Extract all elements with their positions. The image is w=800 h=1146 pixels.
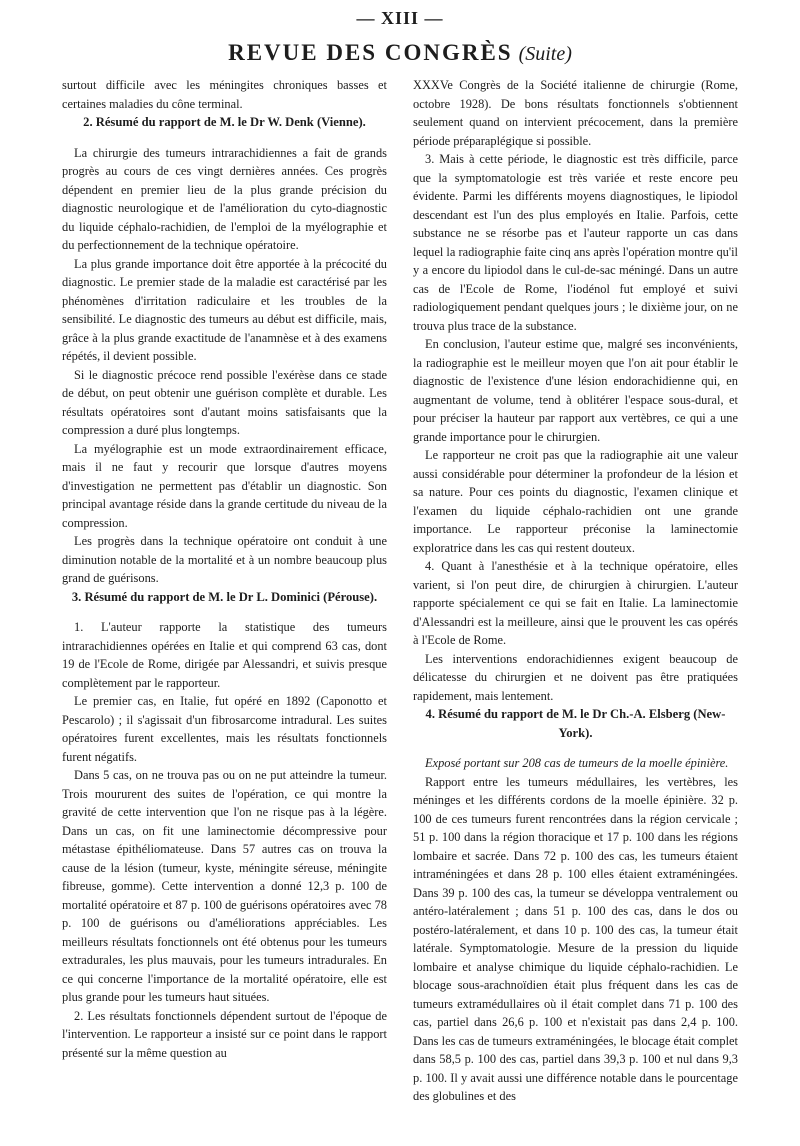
section-heading-elsberg: 4. Résumé du rapport de M. le Dr Ch.-A. Elsberg (New-York). [425,707,726,740]
running-title [0,40,800,66]
title-suffix: (Suite) [518,43,572,65]
right-column [413,76,738,1106]
paragraph: 1. L'auteur rapporte la statistique des tumeurs intrarachidiennes opérées en Italie et qui comprend 63 cas, dont 19 de l'Ecole de Rome, dirigée par Alessandri, et suivis presque complètement par le rapporteur. [62,620,387,690]
paragraph: 2. Les résultats fonctionnels dépendent surtout de l'époque de l'intervention. Le rapporteur a insisté sur ce point dans le rapport présenté sur la même question au [62,1008,387,1060]
paragraph: Les interventions endorachidiennes exigent beaucoup de délicatesse du chirurgien et ne doivent pas être pratiquées rapidement, mais lentement. [413,651,738,703]
section-heading-denk: 2. Résumé du rapport de M. le Dr W. Denk (Vienne). [83,115,366,129]
paragraph: La myélographie est un mode extraordinairement efficace, mais il ne faut y recourir que lorsque d'autres moyens d'investigation ne permettent pas d'établir un diagnostic. Son principal avantage réside dans la grande certitude du niveau de la compression. [62,441,387,530]
left-column [62,76,387,1062]
paragraph: 4. Quant à l'anesthésie et à la technique opératoire, elles varient, si l'on peut dire, de chirurgien à chirurgien. L'auteur rapporte spécialement ce qui se fait en Italie. La laminectomie d'Alessandri est la meilleure, ainsi que le prouvent les cas opérés à l'Ecole de Rome. [413,559,738,647]
section-heading-dominici: 3. Résumé du rapport de M. le Dr L. Dominici (Pérouse). [71,589,378,604]
title-text: REVUE DES CONGRÈS [228,40,513,65]
paragraph: XXXVe Congrès de la Société italienne de chirurgie (Rome, octobre 1928). De bons résultats fonctionnels s'obtiennent seulement quand on intervient précocement, dans la première période préparaplégique si possible. [413,78,738,148]
paragraph: surtout difficile avec les méningites chroniques basses et certaines maladies du cône terminal. [62,78,387,111]
paragraph: Rapport entre les tumeurs médullaires, les vertèbres, les méninges et les différents cordons de la moelle épinière. 32 p. 100 de ces tumeurs furent rencontrées dans la région cervicale ; 51 p. 100 dans la région thoracique et 17 p. 100 dans les régions lombaire et sacrée. Dans 72 p. 100 des cas, les tumeurs étaient intraméningées et dans 28 p. 100 elles étaient extraméningées. Dans 39 p. 100 des cas, la tumeur se développa ventralement ou antéro-latéralement ; dans 51 p. 100 des cas, dans le dos ou postéro-latéralement, et dans 10 p. 100 des cas, la tumeur était latérale. Symptomatologie. Mesure de la pression du liquide lombaire et analyse chimique du liquide céphalo-rachidien. Le blocage sous-arachnoïdien était plus fréquent dans les cas de tumeurs extramédullaires où il était complet dans 71 p. 100 des cas, partiel dans 26,6 p. 100 et n'existait pas dans 2,4 p. 100. Dans les cas de tumeurs extraméningées, le blocage était complet dans 58,5 p. 100 des cas, partiel dans 39,3 p. 100 et nul dans 9,3 p. 100. Il y avait aussi une différence notable dans le pourcentage des globulines et des [413,774,738,1103]
paragraph: En conclusion, l'auteur estime que, malgré ses inconvénients, la radiographie est le meilleur moyen que l'on ait pour établir le diagnostic de l'existence d'une lésion endorachidienne qui, en augmentant de volume, tend à oblitérer l'espace sous-dural, et pour préciser la hauteur par rapport aux vertèbres, ce qui a une grande importance pour le chirurgien. [413,337,738,444]
section-subtitle: Exposé portant sur 208 cas de tumeurs de la moelle épinière. [425,756,729,770]
paragraph: 3. Mais à cette période, le diagnostic est très difficile, parce que la symptomatologie est très variée et reste encore peu évidente. Parmi les différents moyens diagnostiques, le lipiodol descendant est l'un des plus employés en Italie. Parfois, cette substance ne se résorbe pas et l'auteur rapporte un cas dans lequel la radiographie faite cinq ans après l'opération montre qu'il y a encore du lipiodol dans le cul-de-sac méningé. Dans un autre cas de l'Ecole de Rome, l'iodénol fut employé et suivi radiologiquement pendant quelques jours ; le dixième jour, on ne trouva plus trace de la substance. [413,152,738,333]
paragraph: La chirurgie des tumeurs intrarachidiennes a fait de grands progrès au cours de ces vingt dernières années. Ces progrès dépendent en premier lieu de la plus grande précision du diagnostic neurologique et de l'amélioration du cyto-diagnostic du liquide céphalo-rachidien, de l'emploi de la myélographie et du perfectionnement de la technique opératoire. [62,145,387,252]
page-number: — XIII — [356,8,444,28]
paragraph: Si le diagnostic précoce rend possible l'exérèse dans ce stade de début, on peut obtenir une guérison complète et durable. Les résultats opératoires sont d'autant moins satisfaisants que la compression a duré plus longtemps. [62,367,387,437]
paragraph: Le rapporteur ne croit pas que la radiographie ait une valeur aussi considérable pour déterminer la profondeur de la lésion et sa nature. Pour ces points du diagnostic, l'examen clinique et l'examen du liquide céphalo-rachidien ont une grande importance. Le rapporteur préconise la laminectomie exploratrice dans les cas qui restent douteux. [413,448,738,555]
paragraph: La plus grande importance doit être apportée à la précocité du diagnostic. Le premier stade de la maladie est caractérisé par les phénomènes d'irritation radiculaire et les troubles de la sensibilité. Le diagnostic des tumeurs au début est difficile, mais, grâce à la plus grande exactitude de l'anamnèse et à des examens répétés, il devient possible. [62,256,387,363]
paragraph: Les progrès dans la technique opératoire ont conduit à une diminution notable de la mortalité et à un nombre beaucoup plus grand de guérisons. [62,534,387,585]
paragraph: Dans 5 cas, on ne trouva pas ou on ne put atteindre la tumeur. Trois moururent des suites de l'opération, ce qui montre la gravité de cette intervention que l'on ne risque pas à la légère. Dans un cas, on fit une laminectomie décompressive pour métastase épithéliomateuse. Dans 57 autres cas on trouva la cause de la lésion (tumeur, kyste, méningite séreuse, méningite fibreuse, gomme). Cette intervention a donné 12,3 p. 100 de mortalité opératoire et 87 p. 100 de guérisons opératoires avec 78 p. 100 de guérisons ou d'améliorations appréciables. Les meilleurs résultats fonctionnels ont été obtenus pour les tumeurs extradurales, les plus mauvais, pour les tumeurs intradurales. En ce qui concerne l'importance de la mortalité opératoire, elle est plus grande pour les tumeurs haut situées. [62,768,387,1004]
paragraph: Le premier cas, en Italie, fut opéré en 1892 (Caponotto et Pescarolo) ; il s'agissait d'un fibrosarcome intradural. Les suites opératoires furent excellentes, mais les résultats fonctionnels furent négatifs. [62,694,387,764]
